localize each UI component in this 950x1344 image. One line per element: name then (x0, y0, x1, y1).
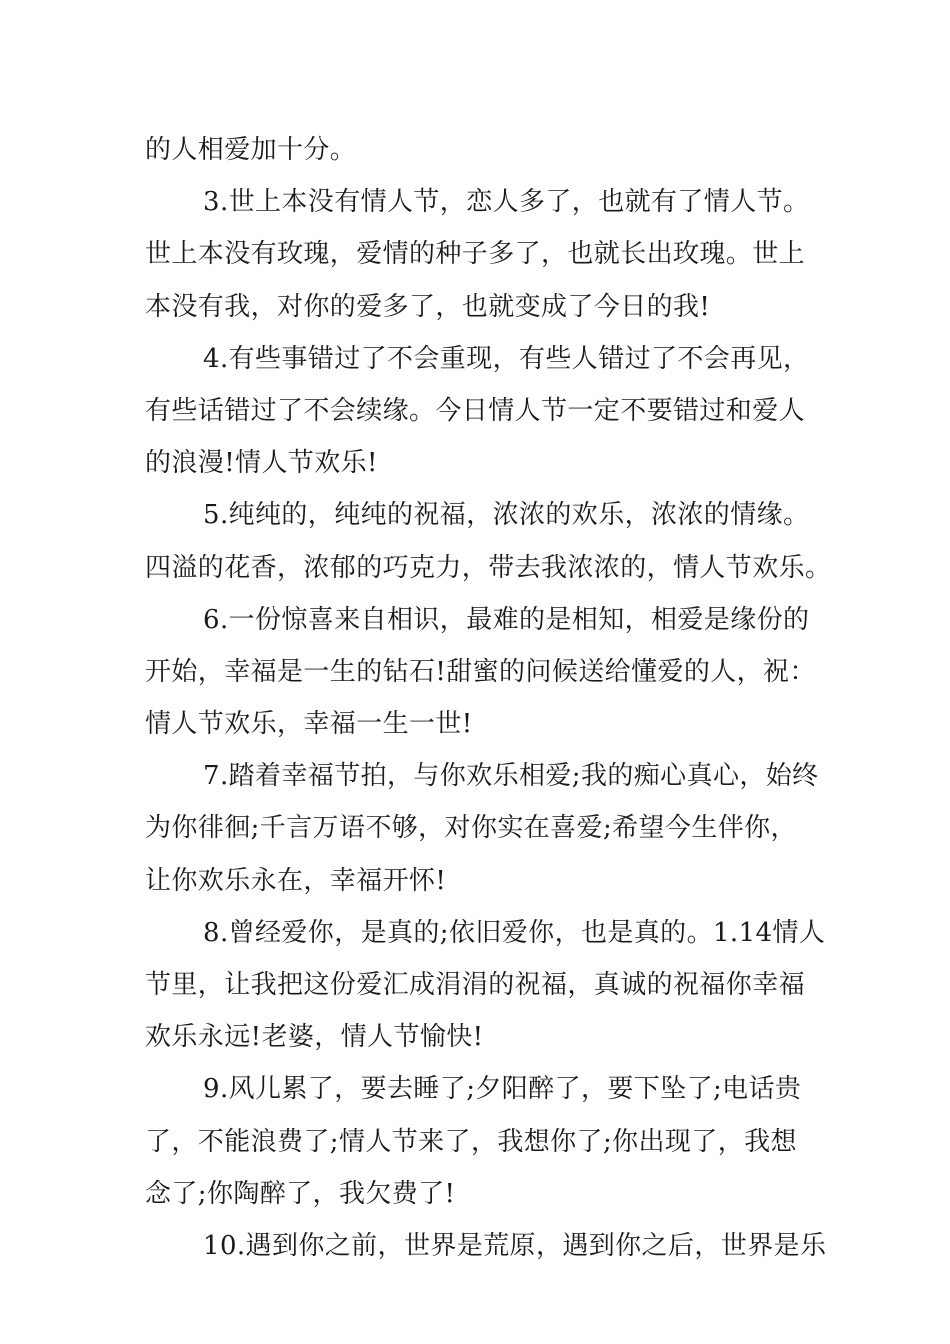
text-line: 的浪漫!情人节欢乐! (145, 448, 378, 479)
text-line: 有些话错过了不会续缘。今日情人节一定不要错过和爱人 (145, 395, 806, 426)
text-line: 为你徘徊;千言万语不够，对你实在喜爱;希望今生伴你， (145, 813, 797, 844)
text-line: 6.一份惊喜来自相识，最难的是相知，相爱是缘份的 (203, 604, 810, 635)
text-line: 8.曾经爱你，是真的;依旧爱你，也是真的。1.14情人 (203, 917, 826, 948)
text-line: 情人节欢乐，幸福一生一世! (145, 709, 473, 740)
text-line: 念了;你陶醉了，我欠费了! (145, 1178, 456, 1209)
text-line: 4.有些事错过了不会重现，有些人错过了不会再见， (203, 343, 810, 374)
text-line: 四溢的花香，浓郁的巧克力，带去我浓浓的，情人节欢乐。 (145, 552, 832, 583)
document-body (145, 124, 832, 1272)
text-line: 的人相爱加十分。 (145, 135, 357, 165)
text-line: 7.踏着幸福节拍，与你欢乐相爱;我的痴心真心，始终 (203, 761, 819, 792)
text-line: 9.风儿累了，要去睡了;夕阳醉了，要下坠了;电话贵 (203, 1074, 802, 1105)
text-line: 让你欢乐永在，幸福开怀! (145, 865, 447, 896)
text-line: 10.遇到你之前，世界是荒原，遇到你之后，世界是乐 (203, 1230, 827, 1261)
text-line: 世上本没有玫瑰，爱情的种子多了，也就长出玫瑰。世上 (145, 239, 806, 270)
text-line: 本没有我，对你的爱多了，也就变成了今日的我! (145, 291, 711, 322)
text-line: 3.世上本没有情人节，恋人多了，也就有了情人节。 (203, 187, 810, 218)
text-line: 节里，让我把这份爱汇成涓涓的祝福，真诚的祝福你幸福 (145, 970, 806, 1000)
text-line: 5.纯纯的，纯纯的祝福，浓浓的欢乐，浓浓的情缘。 (203, 500, 810, 531)
text-line: 开始，幸福是一生的钻石!甜蜜的问候送给懂爱的人，祝： (145, 656, 816, 687)
text-line: 了，不能浪费了;情人节来了，我想你了;你出现了，我想 (145, 1126, 797, 1157)
text-line: 欢乐永远!老婆，情人节愉快! (145, 1022, 484, 1053)
